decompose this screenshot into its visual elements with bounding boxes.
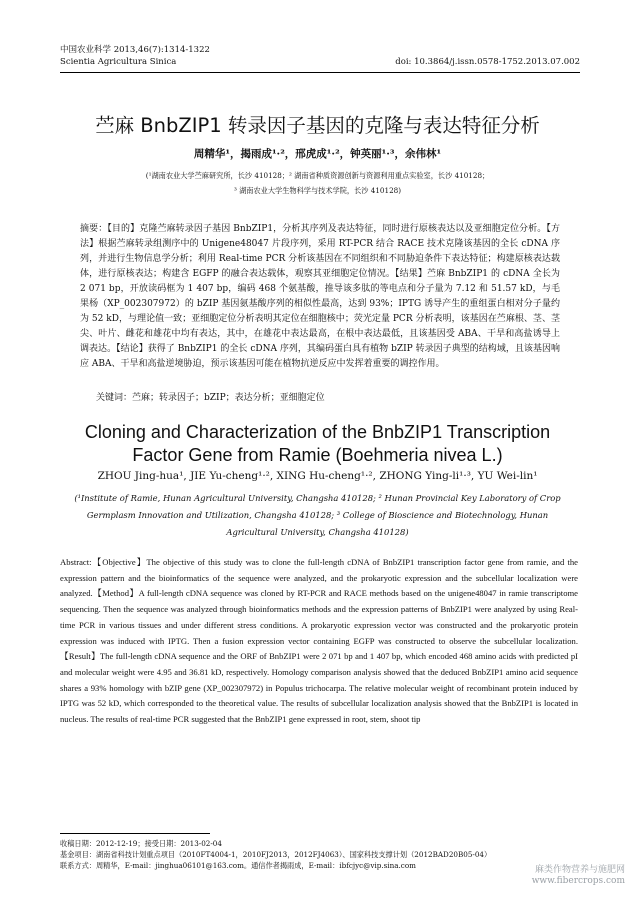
footnotes — [60, 838, 580, 871]
watermark-cn: 麻类作物营养与施肥网 — [534, 865, 625, 875]
funding-note: 基金项目：湖南省科技计划重点项目（2010FT4004-1，2010FJ2013，2012FJ4063）、国家科技支撑计划（2012BAD20B05-04） — [60, 850, 492, 859]
footnote-rule — [60, 833, 210, 834]
contact-info: 联系方式：周精华，E-mail：jinghua06101@163.com。通信作者揭雨成，E-mail：ibfcjyc@vip.sina.com — [60, 861, 416, 870]
journal-header — [60, 44, 580, 68]
english-title-line-2: Factor Gene from Ramie (Boehmeria nivea L.) — [132, 445, 503, 465]
english-title — [0, 421, 635, 467]
english-authors: ZHOU Jing-hua¹, JIE Yu-cheng¹·², XING Hu-cheng¹·², ZHONG Ying-li¹·³, YU Wei-lin¹ — [97, 470, 538, 482]
watermark-url: www.fibercrops.com — [531, 876, 625, 886]
chinese-keywords: 关键词：苎麻；转录因子；bZIP；表达分析；亚细胞定位 — [96, 393, 325, 403]
english-abstract: Abstract:【Objective】The objective of this study was to clone the full-length cDNA of BnbZIP1 transcription factor gene from ramie, and the expression pattern and the bioinformatics of the sequence were analyzed, and the prokaryotic expression and the subcellular localization were analyzed.【Method】A full-length cDNA sequence was cloned by RT-PCR and RACE methods based on the unigene48047 in ramie transcriptome sequencing. Then the sequence was analyzed through bioinformatics methods and the expression patterns of BnbZIP1 were analyzed by using Real-time PCR in various tissues and under different stress conditions. A prokaryotic expression vector was constructed and the prokaryotic protein expression was induced with IPTG. Then a fusion expression vector containing EGFP was constructed to observe the subcellular localization.【Result】The full-length cDNA sequence and the ORF of BnbZIP1 were 2 071 bp and 1 407 bp, which encoded 468 amino acids with predicted pI and molecular weight were 4.95 and 36.81 kD, respectively. Homology comparison analysis showed that the deduced BnbZIP1 amino acid sequence shares a 93% homology with bZIP gene (XP_002307972) in Populus trichocarpa. The relative molecular weight of recombinant protein induced by IPTG was 52 kD, which corresponded to the theoretical value. The results of subcellular localization analysis showed that the BnbZIP1 is located in nucleus. The results of real-time PCR suggested that the BnbZIP1 gene expressed in root, stem, shoot tip — [60, 557, 578, 725]
chinese-authors: 周精华¹，揭雨成¹·²，邢虎成¹·²，钟英丽¹·³，余伟林¹ — [193, 148, 442, 160]
watermark — [532, 865, 625, 887]
chinese-abstract: 摘要：【目的】克隆苎麻转录因子基因 BnbZIP1，分析其序列及表达特征，同时进行原核表达以及亚细胞定位分析。【方法】根据苎麻转录组测序中的 Unigene48047 片段序列，采用 RT-PCR 结合 RACE 技术克隆该基因的全长 cDNA 序列，并进行生物信息学分析；利用 Real-time PCR 分析该基因在不同组织和不同胁迫条件下表达特征；构建原核表达载体，进行原核表达；构建含 EGFP 的融合表达载体，观察其亚细胞定位情况。【结果】苎麻 BnbZIP1 的 cDNA 全长为 2 071 bp，开放读码框为 1 407 bp，编码 468 个氨基酸，推导该多肽的等电点和分子量为 7.12 和 51.57 kD，与毛果杨（XP_002307972）的 bZIP 基因氨基酸序列的相似性最高，达到 93%；IPTG 诱导产生的重组蛋白相对分子量约为 52 kD，与理论值一致；亚细胞定位分析表明其定位在细胞核中；荧光定量 PCR 分析表明，该基因在苎麻根、茎、茎尖、叶片、雌花和雄花中均有表达，其中，在雄花中表达最高，在根中表达最低，且该基因受 ABA、干旱和高盐诱导上调表达。【结论】获得了 BnbZIP1 的全长 cDNA 序列，其编码蛋白具有植物 bZIP 转录因子典型的结构域，且该基因响应 ABA、干旱和高盐逆境胁迫，预示该基因可能在植物抗逆反应中发挥着重要的调控作用。 — [80, 224, 560, 369]
chinese-affiliation-2: ³ 湖南农业大学生物科学与技术学院，长沙 410128) — [233, 186, 402, 195]
journal-name-en: Scientia Agricultura Sinica — [60, 57, 177, 67]
doi: doi: 10.3864/j.issn.0578-1752.2013.07.002 — [395, 57, 580, 67]
english-title-line-1: Cloning and Characterization of the BnbZIP1 Transcription — [84, 422, 551, 442]
english-affiliation: (¹Institute of Ramie, Hunan Agricultural University, Changsha 410128; ² Hunan Provincial Key Laboratory of Crop Germplasm Innovation and Utilization, Changsha 410128; ³ College of Bioscience and Biotechnology, Hunan Agricultural University, Changsha 410128) — [74, 493, 561, 537]
received-date: 收稿日期：2012-12-19；接受日期：2013-02-04 — [60, 839, 222, 848]
chinese-title: 苎麻 BnbZIP1 转录因子基因的克隆与表达特征分析 — [95, 114, 540, 137]
header-rule — [60, 72, 580, 73]
journal-name-cn: 中国农业科学 2013,46(7):1314-1322 — [60, 45, 210, 55]
chinese-affiliation-1: (¹湖南农业大学苎麻研究所，长沙 410128；² 湖南省种质资源创新与资源利用重点实验室，长沙 410128； — [145, 171, 490, 180]
